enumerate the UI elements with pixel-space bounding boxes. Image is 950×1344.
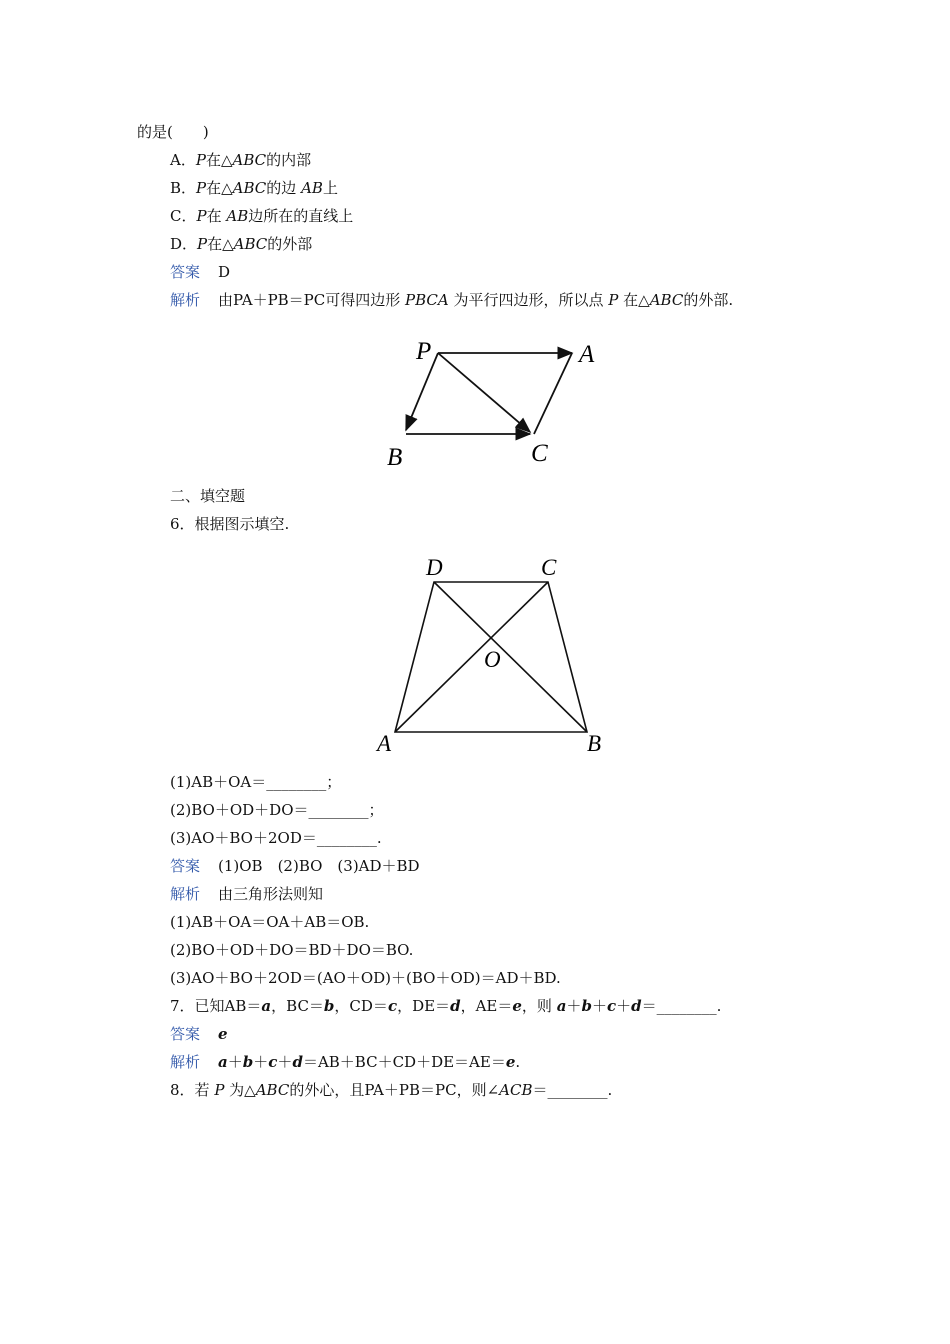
trapezoid-figure [367, 544, 617, 766]
analysis-step-3: (3)AO＋BO＋2OD＝(AO＋OD)＋(BO＋OD)＝AD＋BD. [170, 969, 561, 987]
question-6-stem: 6．根据图示填空. [170, 515, 290, 533]
answer-label: 答案 [170, 1025, 201, 1043]
option-d: D．P在△ABC的外部 [170, 235, 313, 253]
question-7-stem: 7．已知AB＝a，BC＝b，CD＝c，DE＝d，AE＝e，则 a＋b＋c＋d＝________. [170, 997, 722, 1015]
label-b: B [587, 731, 602, 756]
parallelogram-figure [373, 322, 609, 478]
answer-line [170, 856, 420, 876]
question-6-item-2: (2)BO＋OD＋DO＝________； [170, 801, 384, 819]
vector-pc [438, 353, 530, 432]
diagonal-ac [395, 582, 548, 732]
label-a: A [377, 731, 392, 756]
answer-line [170, 262, 230, 282]
answer-label: 答案 [170, 857, 201, 875]
analysis-label: 解析 [170, 291, 201, 309]
label-d: D [426, 555, 443, 580]
answer-value: (1)OB (2)BO (3)AD＋BD [218, 857, 420, 875]
analysis-line: 解析 由三角形法则知 [170, 885, 324, 903]
option-b: B．P在△ABC的边 AB上 [170, 179, 338, 197]
question-6-item-1: (1)AB＋OA＝________； [170, 773, 342, 791]
label-o: O [484, 647, 501, 672]
analysis-label: 解析 [170, 885, 201, 903]
analysis-step-2: (2)BO＋OD＋DO＝BD＋DO＝BO. [170, 941, 414, 959]
section-title: 二、填空题 [170, 487, 246, 505]
analysis-step-1: (1)AB＋OA＝OA＋AB＝OB. [170, 913, 370, 931]
diagonal-bd [434, 582, 587, 732]
answer-value: D [218, 263, 231, 281]
question-stem: 的是( ) [137, 123, 209, 141]
analysis-label: 解析 [170, 1053, 201, 1071]
analysis-line: 解析 a＋b＋c＋d＝AB＋BC＋CD＋DE＝AE＝e. [170, 1053, 521, 1071]
segment-ac [534, 353, 572, 434]
answer-value: e [218, 1025, 228, 1043]
label-c: C [531, 440, 548, 467]
label-c: C [541, 555, 557, 580]
question-6-item-3: (3)AO＋BO＋2OD＝________. [170, 829, 382, 847]
answer-label: 答案 [170, 263, 201, 281]
answer-line [170, 1024, 228, 1044]
option-a: A．P在△ABC的内部 [170, 151, 312, 169]
analysis-line: 解析 由PA＋PB＝PC可得四边形 PBCA 为平行四边形，所以点 P 在△ABC的外部. [170, 291, 734, 309]
label-a: A [579, 341, 595, 368]
option-c: C．P在 AB边所在的直线上 [170, 207, 354, 225]
question-8-stem: 8．若 P 为△ABC的外心，且PA＋PB＝PC，则∠ACB＝________. [170, 1081, 613, 1099]
label-p: P [416, 338, 432, 365]
label-b: B [387, 444, 403, 471]
